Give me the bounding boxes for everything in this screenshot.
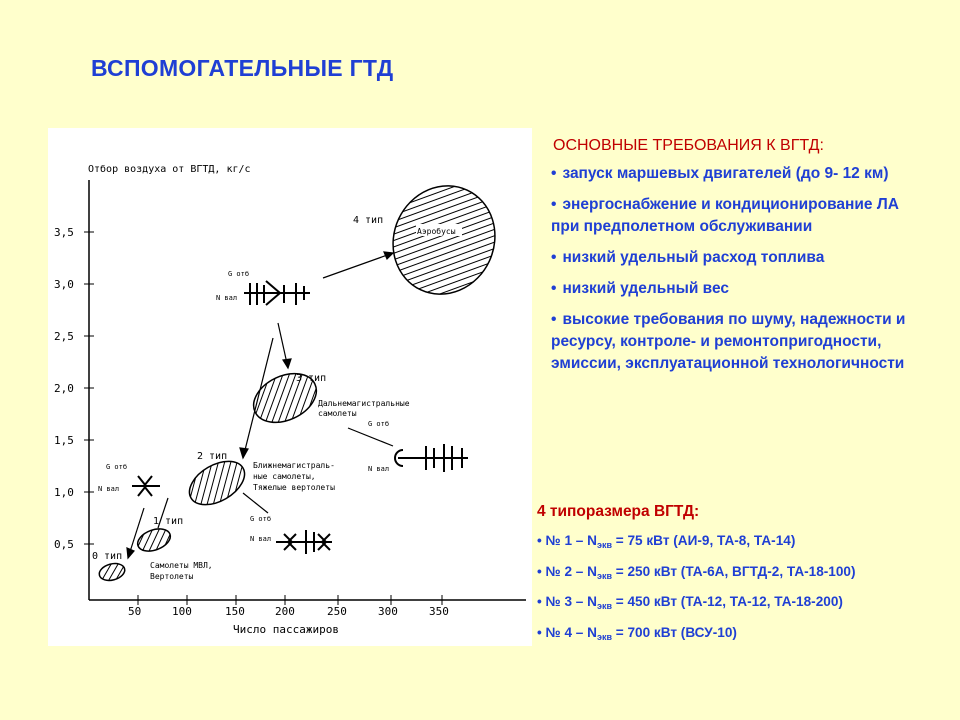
engine-schematic-3 <box>368 420 468 473</box>
y-tick-label: 2,5 <box>54 330 74 343</box>
svg-text:N вал: N вал <box>250 535 272 543</box>
svg-text:N вал: N вал <box>216 294 238 302</box>
y-tick-label: 3,5 <box>54 226 74 239</box>
requirement-text: высокие требования по шуму, надежности и ресурсу, контроле- и ремонтопригодности, эмиссии, эксплуатационной технологичности <box>551 311 906 372</box>
type-item: • № $1 - N_{экв} = 75$ кВт (АИ-9, ТА-8, ТА-14) <box>537 533 796 550</box>
short-haul-label: Тяжелые вертолеты <box>253 483 335 492</box>
long-haul-label: Дальнемагистральные <box>318 399 410 408</box>
svg-text:G отб: G отб <box>250 515 272 523</box>
local-label: Вертолеты <box>150 572 194 581</box>
bullet: • <box>551 249 557 266</box>
x-tick-label: 200 <box>275 605 295 618</box>
airbuses-label: Аэробусы <box>417 227 456 236</box>
figure-svg <box>48 128 532 646</box>
requirements-heading: ОСНОВНЫЕ ТРЕБОВАНИЯ К ВГТД: <box>553 137 824 154</box>
requirement-text: запуск маршевых двигателей (до 9- 12 км) <box>562 165 889 182</box>
requirement-item <box>551 194 911 238</box>
long-haul-label: самолеты <box>318 409 357 418</box>
engine-schematic-4 <box>216 270 310 305</box>
engine-schematic-2 <box>250 515 332 554</box>
types-heading: 4 типоразмера ВГТД: <box>537 503 700 520</box>
y-tick-label: 2,0 <box>54 382 74 395</box>
requirement-item <box>551 247 911 269</box>
local-label: Самолеты МВЛ, <box>150 561 213 570</box>
x-tick-label: 50 <box>128 605 142 618</box>
y-tick-label: 1,0 <box>54 486 74 499</box>
x-tick-label: 250 <box>327 605 347 618</box>
slide-title: ВСПОМОГАТЕЛЬНЫЕ ГТД <box>91 55 394 81</box>
types-list <box>537 532 947 654</box>
y-tick-label: 3,0 <box>54 278 74 291</box>
bullet: • <box>551 311 557 328</box>
svg-text:G отб: G отб <box>368 420 390 428</box>
type-label-0: 0 тип <box>92 551 123 562</box>
type-item: • № $3 - N_{экв} = 450$ кВт (ТА-12, ТА-12, ТА-18-200) <box>537 594 843 612</box>
y-axis-title: Отбор воздуха от ВГТД, кг/с <box>88 164 251 175</box>
svg-text:G отб: G отб <box>106 463 128 471</box>
bullet: • <box>551 280 557 297</box>
requirement-text: низкий удельный вес <box>562 280 730 297</box>
engine-schematic-1 <box>98 463 160 496</box>
type-item: • № $4 - N_{экв} = 700$ кВт (ВСУ-10) <box>537 624 737 642</box>
svg-text:N вал: N вал <box>98 485 120 493</box>
short-haul-label: Ближнемагистраль- <box>253 461 335 470</box>
x-tick-label: 300 <box>378 605 398 618</box>
region-0-ellipse <box>97 561 126 583</box>
requirement-item <box>551 163 911 185</box>
requirement-item <box>551 309 911 375</box>
region-4-ellipse <box>375 169 512 311</box>
scanned-figure <box>48 128 532 646</box>
bullet: • <box>551 196 557 213</box>
requirement-text: низкий удельный расход топлива <box>562 249 825 266</box>
type-label-3: 3 тип <box>296 373 327 384</box>
svg-text:G отб: G отб <box>228 270 250 278</box>
type-label-4: 4 тип <box>353 215 384 226</box>
x-axis-title: Число пассажиров <box>233 623 339 636</box>
requirement-item <box>551 278 911 300</box>
requirement-text: энергоснабжение и кондиционирование ЛА при предполетном обслуживании <box>551 196 899 235</box>
x-tick-label: 150 <box>225 605 245 618</box>
y-tick-label: 1,5 <box>54 434 74 447</box>
x-tick-label: 100 <box>172 605 192 618</box>
type-label-1: 1 тип <box>153 516 184 527</box>
x-tick-label: 350 <box>429 605 449 618</box>
requirements-list <box>551 163 911 384</box>
bullet: • <box>551 165 557 182</box>
y-tick-label: 0,5 <box>54 538 74 551</box>
region-1-ellipse <box>135 525 174 555</box>
svg-text:N вал: N вал <box>368 465 390 473</box>
type-item: • № $2 - N_{экв} = 250$ кВт (ТА-6А, ВГТД-2, ТА-18-100) <box>537 563 856 581</box>
short-haul-label: ные самолеты, <box>253 472 316 481</box>
type-label-2: 2 тип <box>197 451 228 462</box>
